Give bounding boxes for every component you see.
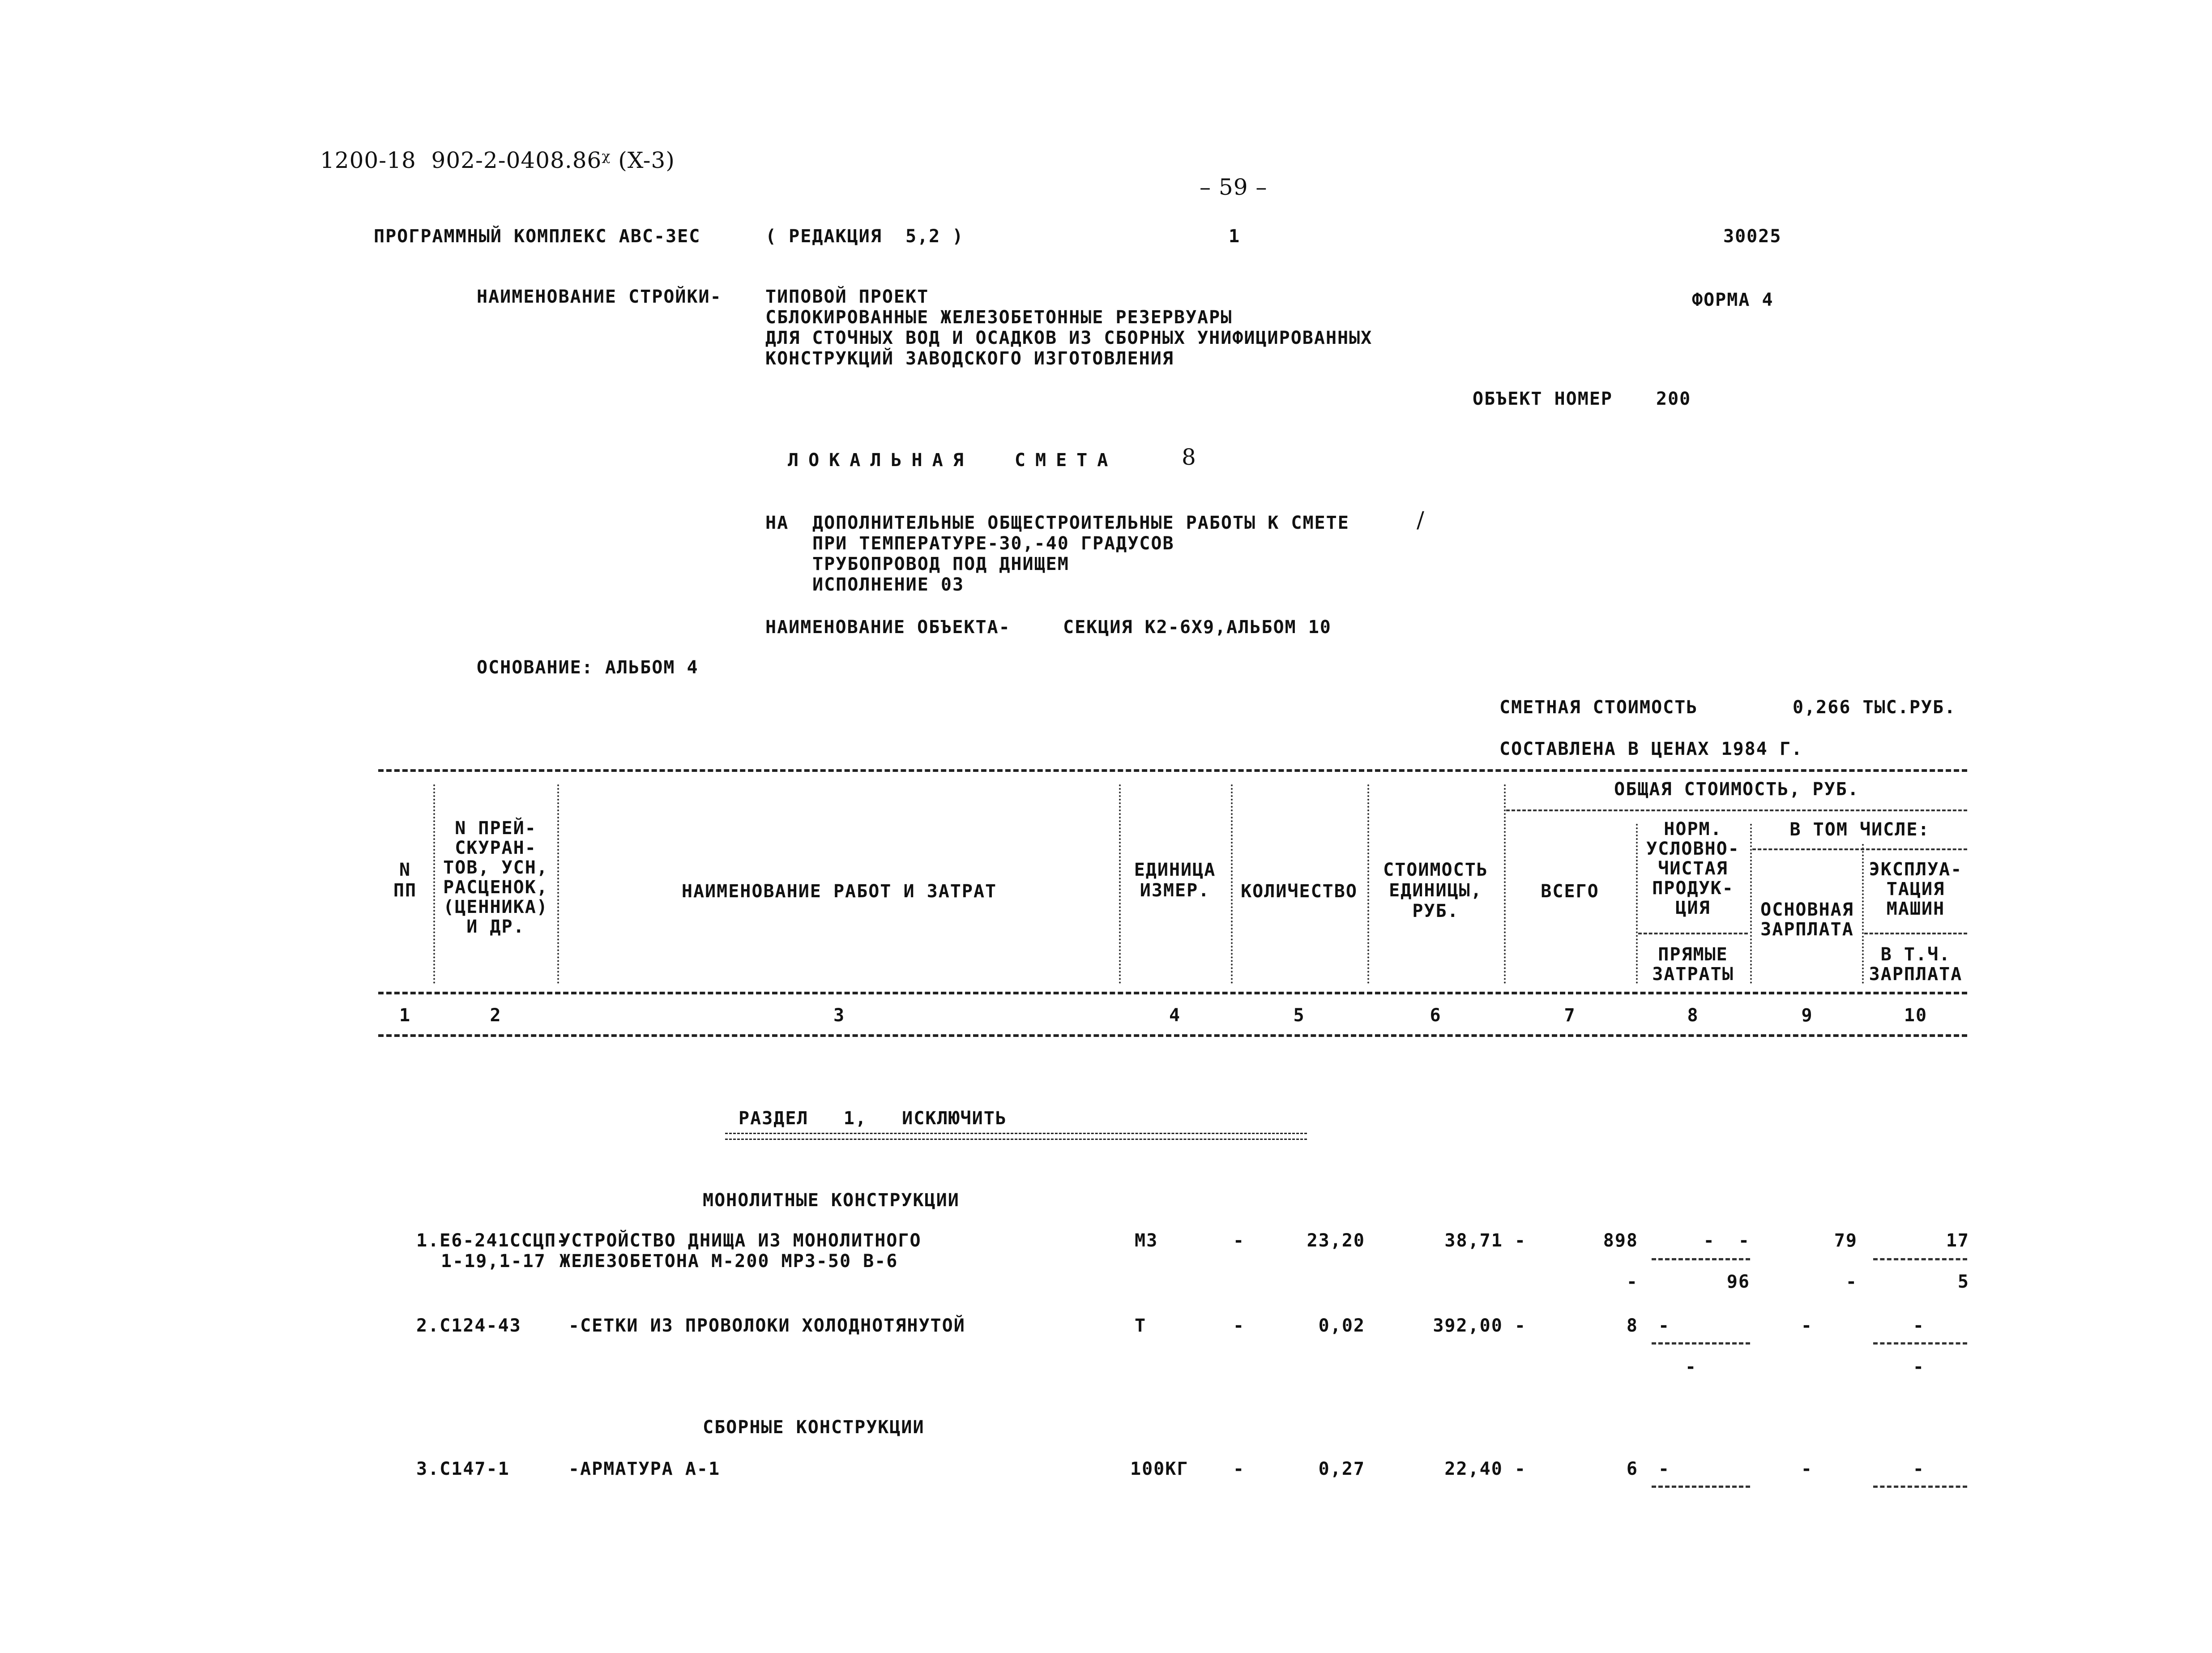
row-machines: - <box>1913 1315 1925 1336</box>
row-salary: - <box>1801 1459 1813 1479</box>
group-total-label: ОБЩАЯ СТОИМОСТЬ, РУБ. <box>1614 779 1859 800</box>
row-salary-second: - <box>1845 1272 1858 1292</box>
col-norm-label: НОРМ. УСЛОВНО- ЧИСТАЯ ПРОДУК- ЦИЯ <box>1646 819 1740 918</box>
column-number: 7 <box>1564 1005 1576 1026</box>
scope-line: ТРУБОПРОВОД ПОД ДНИЩЕМ <box>812 554 1069 574</box>
section-underline <box>725 1133 1307 1140</box>
col-unit-label: ЕДИНИЦА ИЗМЕР. <box>1134 860 1216 901</box>
cell-separator <box>1873 1486 1967 1488</box>
row-salary: - <box>1801 1315 1813 1336</box>
row-norm: - <box>1658 1459 1670 1479</box>
row-total: 8 <box>1626 1315 1638 1336</box>
row-machines: 17 <box>1946 1230 1969 1251</box>
row-reference-sub: 1-19,1-17 <box>441 1251 546 1272</box>
col-price-label: СТОИМОСТЬ ЕДИНИЦЫ, РУБ. <box>1383 860 1488 921</box>
document-code: 30025 <box>1723 226 1782 247</box>
column-divider <box>557 784 559 984</box>
column-number: 4 <box>1169 1005 1181 1026</box>
cell-separator <box>1652 1258 1750 1260</box>
scope-line: ПРИ ТЕМПЕРАТУРЕ-30,-40 ГРАДУСОВ <box>812 533 1174 554</box>
construction-line: СБЛОКИРОВАННЫЕ ЖЕЛЕЗОБЕТОННЫЕ РЕЗЕРВУАРЫ <box>765 307 1233 328</box>
row-machines-second: 5 <box>1957 1272 1969 1292</box>
column-number: 6 <box>1430 1005 1442 1026</box>
col-salary-label: ОСНОВНАЯ ЗАРПЛАТА <box>1760 899 1854 940</box>
scope-prefix: НА <box>765 513 789 533</box>
page-number: – 59 – <box>1200 174 1268 200</box>
object-number-value: 200 <box>1656 389 1691 409</box>
col-ref-label: N ПРЕЙ- СКУРАН- ТОВ, УСН, РАСЦЕНОК, (ЦЕННИКА) И ДР. <box>443 818 548 937</box>
row-norm: - - <box>1703 1230 1750 1251</box>
column-divider <box>1231 784 1233 984</box>
column-divider <box>1750 824 1752 984</box>
row-machines: - <box>1913 1459 1925 1479</box>
estimate-title: ЛОКАЛЬНАЯ СМЕТА <box>788 450 1118 471</box>
col-direct-label: ПРЯМЫЕ ЗАТРАТЫ <box>1652 944 1734 985</box>
table-bottom-border <box>378 1034 1967 1037</box>
program-label: ПРОГРАММНЫЙ КОМПЛЕКС АВС-3ЕС <box>374 226 701 247</box>
object-number-label: ОБЪЕКТ НОМЕР <box>1473 389 1613 409</box>
row-name-sub: ЖЕЛЕЗОБЕТОНА М-200 МРЗ-50 В-6 <box>559 1251 898 1272</box>
edition: ( РЕДАКЦИЯ 5,2 ) <box>765 226 964 247</box>
row-unit: 100КГ <box>1130 1459 1189 1479</box>
col-all-label: ВСЕГО <box>1541 881 1599 902</box>
row-unit-price: 392,00 - <box>1433 1315 1526 1336</box>
scope-line: ИСПОЛНЕНИЕ 03 <box>812 574 965 595</box>
column-divider <box>1504 784 1506 984</box>
section-title: РАЗДЕЛ 1, ИСКЛЮЧИТЬ <box>739 1108 1007 1129</box>
cell-separator <box>1652 1486 1750 1488</box>
row-unit: М3 <box>1135 1230 1158 1251</box>
row-norm-second: 96 <box>1726 1272 1750 1292</box>
sheet-number: 1 <box>1229 226 1241 247</box>
cell-separator <box>1652 1342 1750 1345</box>
column-divider <box>1367 784 1369 984</box>
row-dash: - <box>1233 1459 1245 1479</box>
estimate-cost-value: 0,266 ТЫС.РУБ. <box>1793 697 1956 718</box>
construction-line: КОНСТРУКЦИЙ ЗАВОДСКОГО ИЗГОТОВЛЕНИЯ <box>765 348 1174 369</box>
norm-separator <box>1638 933 1748 934</box>
row-norm-second: - <box>1685 1357 1697 1377</box>
construction-line: ДЛЯ СТОЧНЫХ ВОД И ОСАДКОВ ИЗ СБОРНЫХ УНИФИЦИРОВАННЫХ <box>765 328 1373 348</box>
column-divider <box>1119 784 1121 984</box>
row-reference: 1.Е6-241ССЦП- <box>416 1230 568 1251</box>
subsection-title: МОНОЛИТНЫЕ КОНСТРУКЦИИ <box>703 1190 960 1211</box>
row-reference: 2.С124-43 <box>416 1315 521 1336</box>
col-no-label: N ПП <box>393 860 417 901</box>
row-reference: 3.С147-1 <box>416 1459 510 1479</box>
cell-separator <box>1873 1258 1967 1260</box>
col-qty-label: КОЛИЧЕСТВО <box>1241 881 1358 902</box>
column-divider <box>1862 844 1864 984</box>
column-number: 9 <box>1801 1005 1813 1026</box>
construction-label: НАИМЕНОВАНИЕ СТРОЙКИ- <box>477 287 722 307</box>
column-number: 2 <box>490 1005 502 1026</box>
object-name-label: НАИМЕНОВАНИЕ ОБЪЕКТА- <box>765 617 1011 638</box>
estimate-number: 8 <box>1182 444 1196 470</box>
row-machines-second: - <box>1913 1357 1925 1377</box>
row-unit: Т <box>1135 1315 1147 1336</box>
document-reference: 1200-18 902-2-0408.86ᵡ (X-3) <box>320 147 675 173</box>
scope-reference: / <box>1417 507 1425 533</box>
row-total-second: - <box>1626 1272 1638 1292</box>
row-dash: - <box>1233 1230 1245 1251</box>
row-name: -АРМАТУРА А-1 <box>568 1459 721 1479</box>
col-name-label: НАИМЕНОВАНИЕ РАБОТ И ЗАТРАТ <box>681 881 997 902</box>
column-number: 5 <box>1293 1005 1305 1026</box>
row-name: УСТРОЙСТВО ДНИЩА ИЗ МОНОЛИТНОГО <box>559 1230 922 1251</box>
incl-separator <box>1752 848 1967 850</box>
row-quantity: 23,20 <box>1307 1230 1365 1251</box>
form-number: ФОРМА 4 <box>1692 290 1774 310</box>
row-total: 898 <box>1603 1230 1638 1251</box>
col-machines-label: ЭКСПЛУА- ТАЦИЯ МАШИН <box>1869 859 1963 919</box>
row-quantity: 0,02 <box>1318 1315 1365 1336</box>
column-number: 3 <box>833 1005 846 1026</box>
header-separator <box>378 992 1967 994</box>
subsection-title: СБОРНЫЕ КОНСТРУКЦИИ <box>703 1417 925 1438</box>
row-unit-price: 38,71 - <box>1444 1230 1526 1251</box>
column-number: 1 <box>399 1005 411 1026</box>
scope-line: ДОПОЛНИТЕЛЬНЫЕ ОБЩЕСТРОИТЕЛЬНЫЕ РАБОТЫ К СМЕТЕ <box>812 513 1349 533</box>
column-divider <box>433 784 435 984</box>
col-machines-salary-label: В Т.Ч. ЗАРПЛАТА <box>1869 944 1963 985</box>
construction-line: ТИПОВОЙ ПРОЕКТ <box>765 287 929 307</box>
table-top-border <box>378 769 1967 772</box>
row-salary: 79 <box>1834 1230 1858 1251</box>
cell-separator <box>1873 1342 1967 1345</box>
incl-label: В ТОМ ЧИСЛЕ: <box>1789 819 1930 840</box>
object-name-value: СЕКЦИЯ К2-6Х9,АЛЬБОМ 10 <box>1063 617 1332 638</box>
row-norm: - <box>1658 1315 1670 1336</box>
row-name: -СЕТКИ ИЗ ПРОВОЛОКИ ХОЛОДНОТЯНУТОЙ <box>568 1315 965 1336</box>
column-divider <box>1636 824 1638 984</box>
price-level: СОСТАВЛЕНА В ЦЕНАХ 1984 Г. <box>1499 739 1803 759</box>
column-number: 8 <box>1687 1005 1699 1026</box>
estimate-cost-label: СМЕТНАЯ СТОИМОСТЬ <box>1499 697 1698 718</box>
column-number: 10 <box>1904 1005 1928 1026</box>
basis: ОСНОВАНИЕ: АЛЬБОМ 4 <box>477 657 699 678</box>
row-unit-price: 22,40 - <box>1444 1459 1526 1479</box>
row-dash: - <box>1233 1315 1245 1336</box>
machine-separator <box>1864 933 1967 934</box>
group-separator <box>1506 809 1967 811</box>
row-total: 6 <box>1626 1459 1638 1479</box>
row-quantity: 0,27 <box>1318 1459 1365 1479</box>
